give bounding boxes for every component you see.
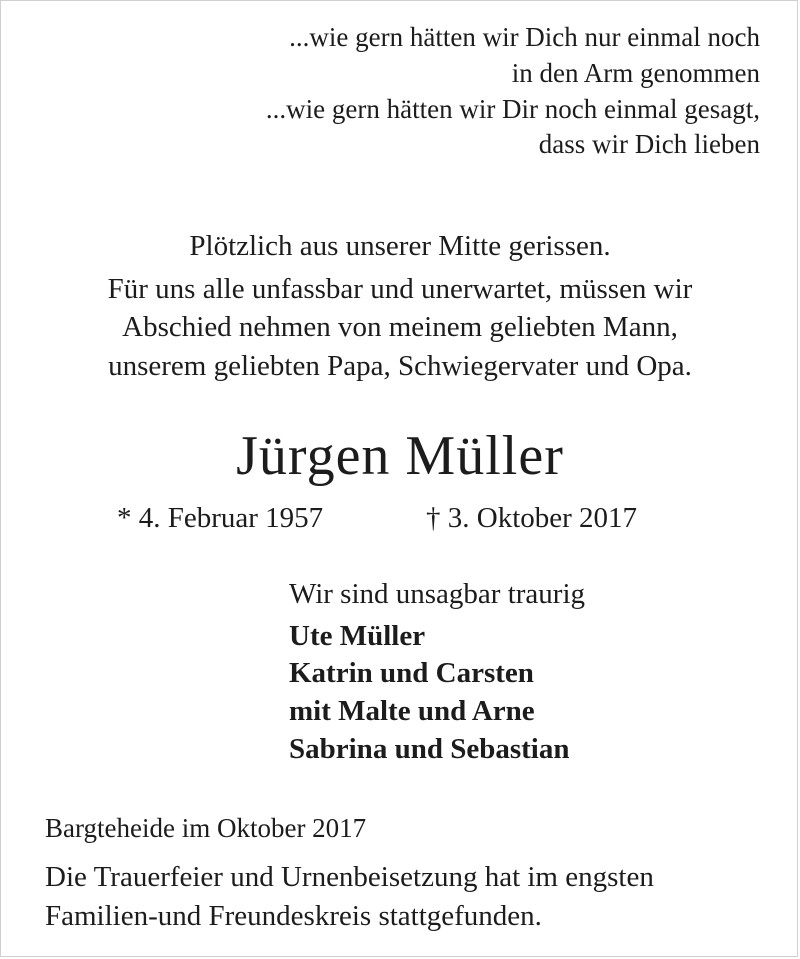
mourner-name: Sabrina und Sebastian [289, 733, 570, 765]
ceremony-note-line-2: Familien-und Freundeskreis stattgefunden. [45, 900, 542, 932]
mourner-name: Katrin und Carsten [289, 657, 534, 689]
poem-line-1: ...wie gern hätten wir Dich nur einmal noch [289, 22, 760, 52]
ceremony-note-line-1: Die Trauerfeier und Urnenbeisetzung hat im engsten [45, 861, 654, 893]
place-date: Bargteheide im Oktober 2017 [45, 813, 367, 843]
mourner-name: Ute Müller [289, 620, 426, 652]
intro-line-3: Abschied nehmen von meinem geliebten Mann, [122, 311, 678, 343]
mourners-intro: Wir sind unsagbar traurig [289, 578, 586, 610]
poem-line-3: ...wie gern hätten wir Dir noch einmal gesagt, [265, 94, 760, 124]
intro-line-2: Für uns alle unfassbar und unerwartet, müssen wir [107, 273, 693, 305]
poem-line-4: dass wir Dich lieben [538, 129, 760, 159]
mourner-name: mit Malte und Arne [289, 695, 535, 727]
birth-date: * 4. Februar 1957 [117, 502, 324, 534]
intro-line-4: unserem geliebten Papa, Schwiegervater und Opa. [108, 350, 692, 382]
intro-line-1: Plötzlich aus unserer Mitte gerissen. [189, 230, 611, 262]
death-date: † 3. Oktober 2017 [426, 502, 638, 534]
deceased-name: Jürgen Müller [236, 425, 564, 487]
poem-line-2: in den Arm genommen [511, 58, 760, 88]
